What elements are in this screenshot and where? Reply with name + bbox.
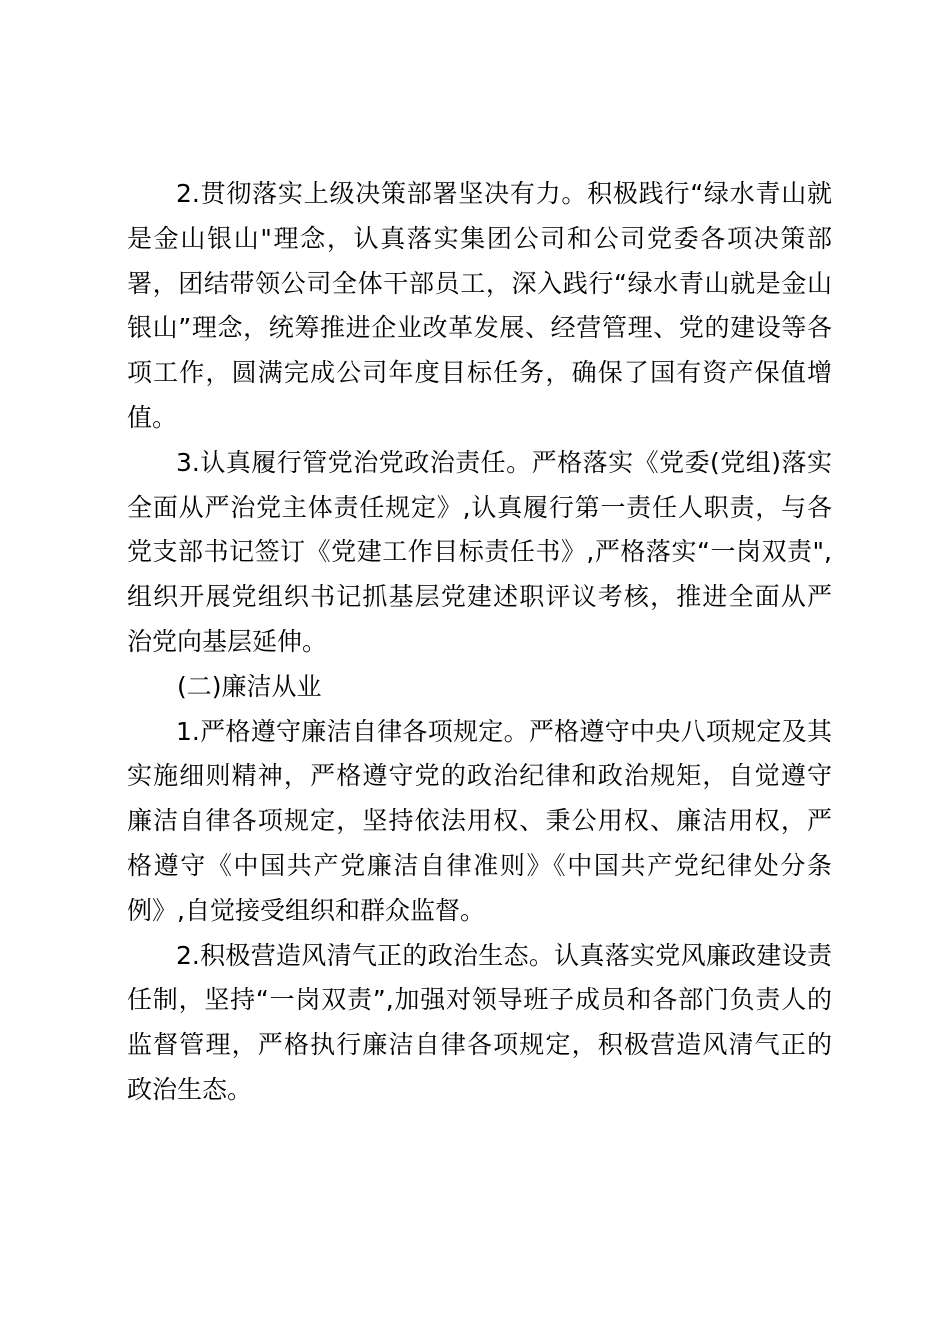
text-line: 格遵守《中国共产党廉洁自律准则》《中国共产党纪律处分条: [127, 850, 832, 880]
text-line: 任制，坚持“一岗双责”,加强对领导班子成员和各部门负责人的: [127, 985, 832, 1015]
paragraph-political-ecology: [127, 934, 832, 1113]
text-line: 3.认真履行管党治党政治责任。严格落实《党委(党组)落实: [176, 447, 832, 477]
text-line: 廉洁自律各项规定，坚持依法用权、秉公用权、廉洁用权，严: [127, 806, 832, 836]
text-line: 组织开展党组织书记抓基层党建述职评议考核，推进全面从严: [127, 582, 832, 612]
text-line: 监督管理，严格执行廉洁自律各项规定，积极营造风清气正的: [127, 1030, 832, 1060]
document-body: [127, 172, 832, 1113]
text-line: 署，团结带领公司全体干部员工，深入践行“绿水青山就是金山: [127, 268, 832, 298]
paragraph-integrity-rules: [127, 710, 832, 934]
text-line: 1.严格遵守廉洁自律各项规定。严格遵守中央八项规定及其: [176, 716, 832, 746]
text-line: 党支部书记签订《党建工作目标责任书》,严格落实“一岗双责",: [127, 537, 832, 567]
text-line: 例》,自觉接受组织和群众监督。: [127, 895, 485, 925]
text-line: 全面从严治党主体责任规定》,认真履行第一责任人职责，与各: [127, 492, 832, 522]
text-line: 2.积极营造风清气正的政治生态。认真落实党风廉政建设责: [176, 940, 832, 970]
text-line: 治党向基层延伸。: [127, 626, 328, 656]
text-line: 银山”理念，统筹推进企业改革发展、经营管理、党的建设等各: [127, 313, 832, 343]
paragraph-decision-implementation: [127, 172, 832, 441]
section-heading-integrity: (二)廉洁从业: [177, 671, 322, 701]
text-line: 项工作，圆满完成公司年度目标任务，确保了国有资产保值增: [127, 358, 832, 388]
paragraph-party-responsibility: [127, 441, 832, 665]
text-line: 政治生态。: [127, 1074, 253, 1104]
text-line: 2.贯彻落实上级决策部署坚决有力。积极践行“绿水青山就: [176, 179, 832, 208]
text-line: 实施细则精神，严格遵守党的政治纪律和政治规矩，自觉遵守: [127, 761, 832, 791]
text-line: 是金山银山"理念，认真落实集团公司和公司党委各项决策部: [127, 223, 832, 253]
text-line: 值。: [127, 402, 178, 432]
